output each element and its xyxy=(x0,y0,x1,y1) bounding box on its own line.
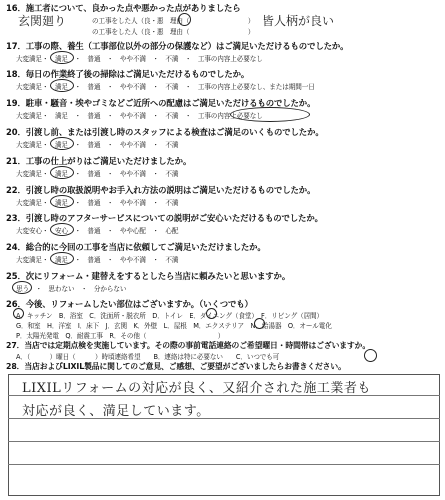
q19-options: 大変満足・ 満足 ・ 普通 ・ やや不満 ・ 不満 ・ 工事の内容上必要なし xyxy=(16,112,263,120)
q26-row1: A．キッチン B．浴室 C．洗面所・脱衣所 D．トイレ E．ダイニング（食堂） F．リビング（居間） xyxy=(16,312,324,320)
q24-title: 24．総合的に今回の工事を当店に依頼してご満足いただけましたか。 xyxy=(6,242,266,252)
q20-options: 大変満足・ 満足 ・ 普通 ・ やや不満 ・ 不満 xyxy=(16,141,179,149)
comment-rule-4 xyxy=(8,464,440,465)
q26-e-circle xyxy=(206,308,217,319)
q24-options: 大変満足・ 満足 ・ 普通 ・ やや不満 ・ 不満 xyxy=(16,256,179,264)
q24-answer-circle xyxy=(50,252,74,265)
comment-handwritten-line1: LIXILリフォームの対応が良く、又紹介された施工業者も xyxy=(22,381,371,396)
q26-k-circle xyxy=(254,318,265,329)
q18-title: 18．毎日の作業終了後の掃除はご満足いただけるものでしたか。 xyxy=(6,69,250,79)
q26-row3: P．太陽光発電 Q．耐震工事 R．その他（ ） xyxy=(16,332,225,340)
q26-row2: G．和室 H．洋室 I．床下 J．玄関 K．外壁 L．屋根 M．エクステリア N．給湯器 O．オール電化 xyxy=(16,322,332,330)
q23-title: 23．引渡し時のアフターサービスについての説明がご安心いただけるものでしたか。 xyxy=(6,213,323,223)
q23-answer-circle xyxy=(50,223,74,236)
q27-title: 27．当店では定期点検を実施しています。その際の事前電話連絡のご希望曜日・時間帯はございますか。 xyxy=(6,341,371,350)
q17-options: 大変満足・ 満足 ・ 普通 ・ やや不満 ・ 不満 ・ 工事の内容上必要なし xyxy=(16,55,263,63)
q27-options: A．（ ）曜日（ ）時頃連絡希望 B．連絡は特に必要ない C．いつでも可 xyxy=(16,353,280,361)
q23-options: 大変安心・ 安心 ・ 普通 ・ やや心配 ・ 心配 xyxy=(16,227,179,235)
q25-answer-circle xyxy=(12,281,32,294)
q16-answer-row2: の工事をした人（良・悪 理由（ ） xyxy=(92,28,255,36)
q25-options: 思う ・ 思わない ・ 分からない xyxy=(16,285,127,293)
q27-c-circle xyxy=(364,349,377,362)
q26-title: 26．今後、リフォームしたい部位はございますか。（いくつでも） xyxy=(6,299,253,309)
q20-answer-circle xyxy=(50,137,74,150)
q21-title: 21．工事の仕上がりはご満足いただけましたか。 xyxy=(6,156,192,166)
q20-title: 20．引渡し前、または引渡し時のスタッフによる検査はご満足のいくものでしたか。 xyxy=(6,127,324,137)
comment-rule-3 xyxy=(8,441,440,442)
q22-options: 大変満足・ 満足 ・ 普通 ・ やや不満 ・ 不満 xyxy=(16,199,179,207)
q16-title: 16．施工者について、良かった点や悪かった点がありましたら xyxy=(6,3,241,13)
q16-answer-row: の工事をした人（良・悪 理由（ ） xyxy=(92,17,255,25)
q17-title: 17．工事の際、養生（工事部位以外の部分の保護など）はご満足いただけるものでしたか。 xyxy=(6,41,349,51)
q19-answer-circle xyxy=(230,107,310,122)
q16-handwritten-who: 玄関廻り xyxy=(18,14,67,28)
q28-title: 28．当店およびLIXIL製品に関してのご意見、ご感想、ご要望がございましたらお書きください。 xyxy=(6,362,346,371)
q22-title: 22．引渡し時の取扱説明やお手入れ方法の説明はご満足いただけるものでしたか。 xyxy=(6,185,316,195)
q17-answer-circle xyxy=(50,51,74,64)
q18-options: 大変満足・ 満足 ・ 普通 ・ やや不満 ・ 不満 ・ 工事の内容上必要なし、または期間一日 xyxy=(16,83,315,91)
q18-answer-circle xyxy=(50,79,74,92)
comment-handwritten-line2: 対応が良く、満足しています。 xyxy=(22,404,210,419)
q16-handwritten-reason: 皆人柄が良い xyxy=(262,14,335,28)
q21-options: 大変満足・ 満足 ・ 普通 ・ やや不満 ・ 不満 xyxy=(16,170,179,178)
q22-answer-circle xyxy=(50,195,74,208)
q26-a-circle xyxy=(13,308,24,319)
q16-good-circle xyxy=(178,13,191,26)
q19-title: 19．駐車・騒音・埃やゴミなどご近所への配慮はご満足いただけるものでしたか。 xyxy=(6,98,316,108)
q21-answer-circle xyxy=(50,166,74,179)
q25-title: 25．次にリフォーム・建替えをするとしたら当店に頼みたいと思いますか。 xyxy=(6,271,291,281)
